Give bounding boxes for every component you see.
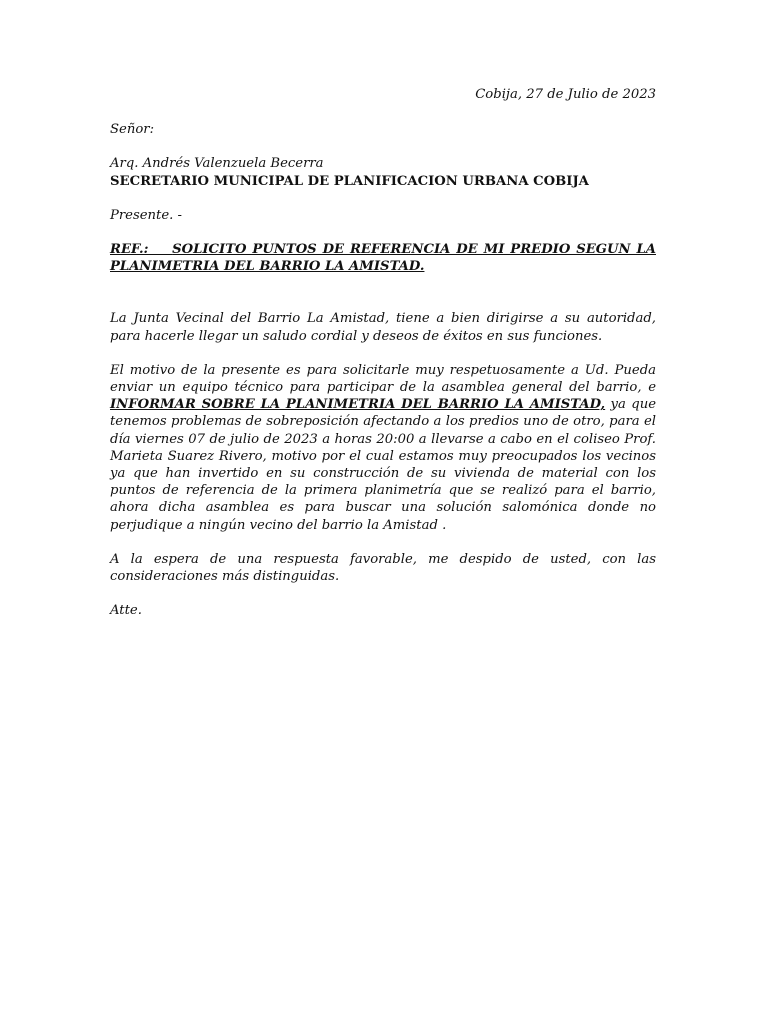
reference-text: SOLICITO PUNTOS DE REFERENCIA DE MI PREDIO SEGUN LA PLANIMETRIA DEL BARRIO LA AMISTAD. <box>110 242 656 275</box>
paragraph-request-part2: ya que tenemos problemas de sobreposición afectando a los predios uno de otro, para el día viernes 07 de julio de 2023 a horas 20:00 a llevarse a cabo en el coliseo Prof. Marieta Suarez Rivero, motivo por el cual estamos muy preocupados los vecinos ya que han invertido en su construcción de su vivienda de material con los puntos de referencia de la primera planimetría que se realizó para el barrio, ahora dicha asamblea es para buscar una solución salomónica donde no perjudique a ningún vecino del barrio la Amistad . <box>110 397 656 533</box>
recipient-name: Arq. Andrés Valenzuela Becerra <box>110 156 324 172</box>
date-line: Cobija, 27 de Julio de 2023 <box>475 87 656 102</box>
spacer <box>110 345 656 362</box>
letter-page <box>110 86 656 619</box>
closing-line: Atte. <box>110 603 142 619</box>
paragraph-greeting: La Junta Vecinal del Barrio La Amistad, tiene a bien dirigirse a su autoridad, para hacerle llegar un saludo cordial y deseos de éxitos en sus funciones. <box>110 311 656 344</box>
reference-label: REF.: <box>110 242 149 258</box>
spacer <box>110 190 656 207</box>
spacer <box>110 103 656 121</box>
spacer <box>110 138 656 155</box>
spacer <box>110 534 656 551</box>
paragraph-farewell: A la espera de una respuesta favorable, me despido de usted, con las consideraciones más distinguidas. <box>110 551 656 585</box>
recipient-title: SECRETARIO MUNICIPAL DE PLANIFICACION URBANA COBIJA <box>110 173 589 189</box>
paragraph-request-part1: El motivo de la presente es para solicitarle muy respetuosamente a Ud. Pueda enviar un equipo técnico para participar de la asamblea general del barrio, e <box>110 362 656 396</box>
paragraph-request <box>110 362 656 534</box>
reference-line <box>110 241 656 275</box>
presente-line: Presente. - <box>110 207 182 223</box>
paragraph-request-emphasis: INFORMAR SOBRE LA PLANIMETRIA DEL BARRIO LA AMISTAD, <box>110 397 606 413</box>
spacer <box>110 585 656 602</box>
spacer <box>110 275 656 310</box>
spacer <box>110 224 656 241</box>
salutation: Señor: <box>110 122 155 138</box>
